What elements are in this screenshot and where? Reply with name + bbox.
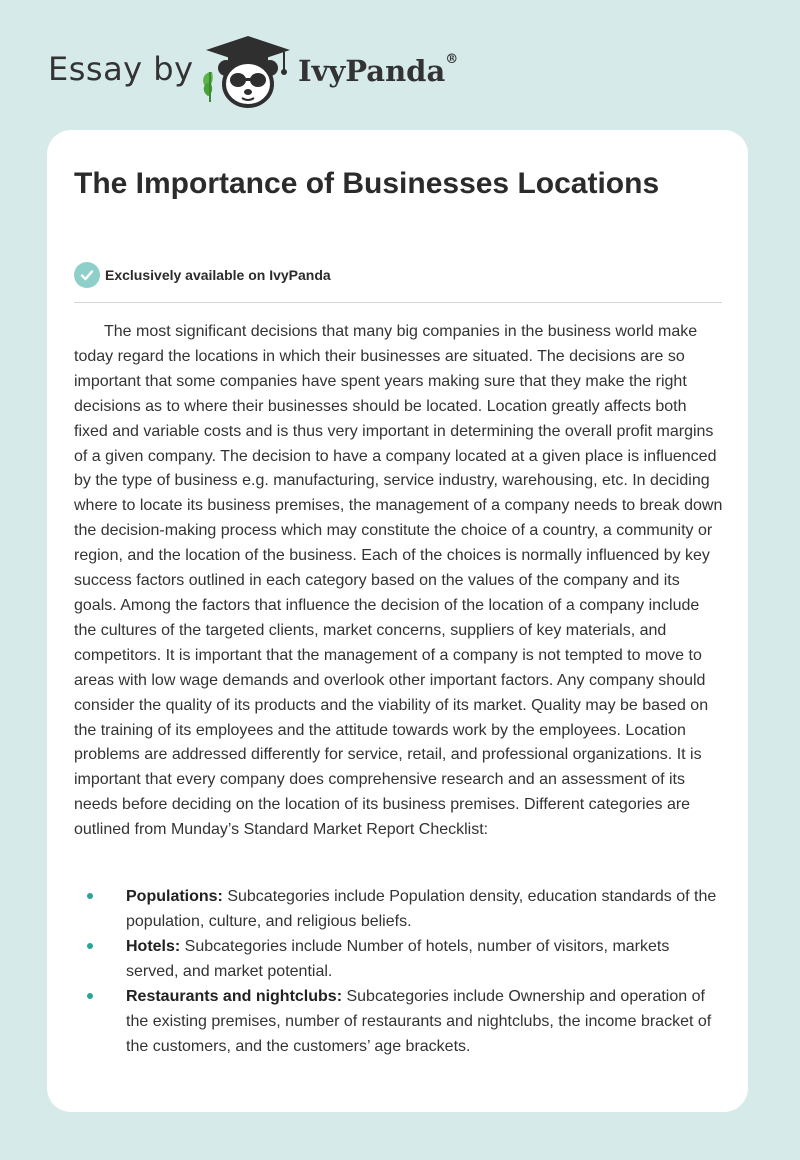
divider (74, 302, 722, 303)
list-item (74, 884, 724, 934)
essay-by-label: Essay by (48, 50, 194, 88)
list-item-text: Subcategories include Ownership and operation of the existing premises, number of restaurants and nightclubs, the income bracket of the customers, and the customers’ age brackets. (126, 988, 712, 1055)
list-item (74, 934, 724, 984)
bullet-icon (87, 943, 93, 949)
essay-card (47, 130, 748, 1112)
bullet-icon (87, 893, 93, 899)
essay-paragraph: The most significant decisions that many big companies in the business world make today regard the locations in which their businesses are situated. The decisions are so important that some companies have spent years making sure that they make the right decisions as to where their businesses should be located. Location greatly affects both fixed and variable costs and is thus very important in determining the overall profit margins of a given company. The decision to have a company located at a given place is influenced by the type of business e.g. manufacturing, service industry, warehousing, etc. In deciding where to locate its business premises, the management of a company needs to break down the decision-making process which may constitute the choice of a country, a community or region, and the location of the business. Each of the choices is normally influenced by key success factors outlined in each category based on the values of the company and its goals. Among the factors that influence the decision of the location of a company include the cultures of the targeted clients, market concerns, suppliers of key materials, and competitors. It is important that the management of a company is not tempted to move to areas with low wage demands and overlook other important factors. Any company should consider the quality of its products and the viability of its market. Quality may be based on the training of its employees and the attitude towards work by the employees. Location problems are addressed differently for service, retail, and professional organizations. It is important that every company does comprehensive research and an assessment of its needs before deciding on the location of its business premises. Different categories are outlined from Munday’s Standard Market Report Checklist: (74, 323, 723, 839)
bullet-icon (87, 993, 93, 999)
brand-name: IvyPanda® (298, 52, 459, 88)
ivypanda-logo-icon[interactable] (198, 32, 294, 110)
exclusive-badge (74, 262, 331, 288)
list-item-text: Subcategories include Population density, education standards of the population, culture, and religious beliefs. (126, 888, 717, 930)
list-item-label: Restaurants and nightclubs: (126, 988, 343, 1005)
check-icon (74, 262, 100, 288)
page-title: The Importance of Businesses Locations (74, 167, 660, 200)
badge-text: Exclusively available on IvyPanda (105, 267, 331, 283)
site-header (0, 0, 800, 130)
category-list (74, 884, 724, 1059)
list-item-text: Subcategories include Number of hotels, number of visitors, markets served, and market potential. (126, 938, 670, 980)
list-item-label: Hotels: (126, 938, 181, 955)
list-item-label: Populations: (126, 888, 223, 905)
list-item (74, 984, 724, 1059)
